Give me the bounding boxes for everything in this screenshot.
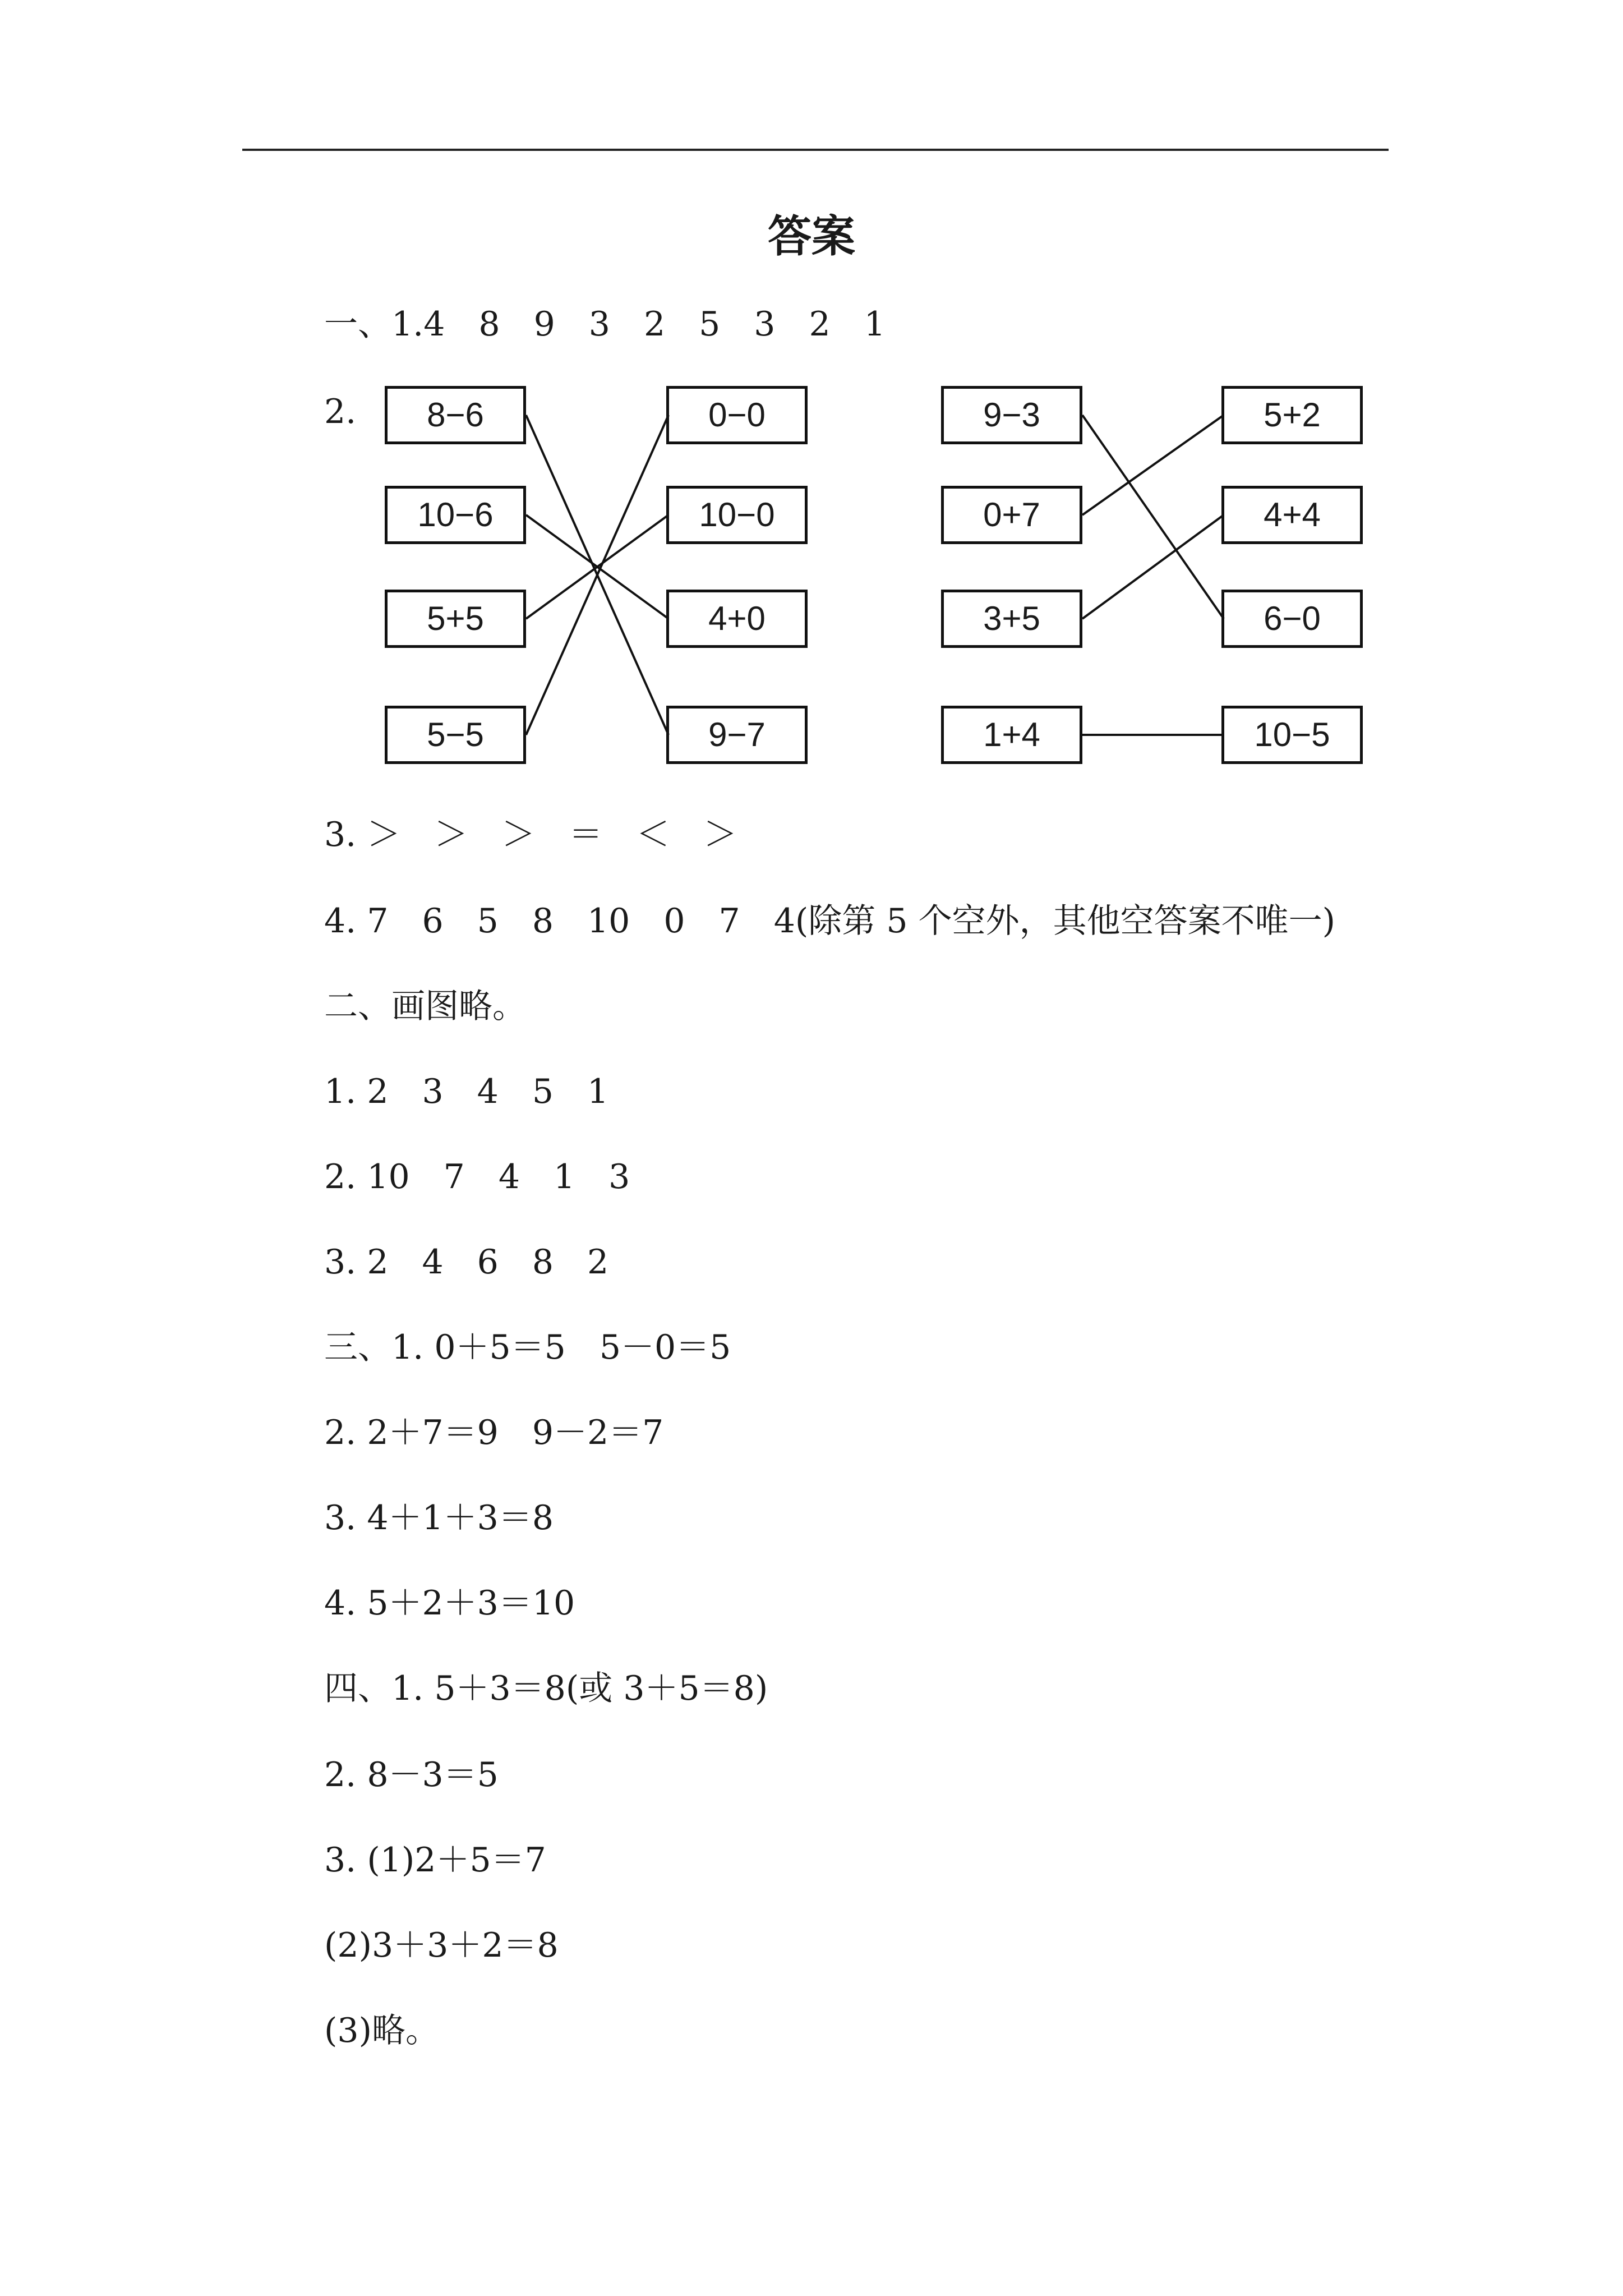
match-box-g2-left-4: 1+4 <box>941 706 1082 764</box>
match-box-g1-right-2: 10−0 <box>666 486 808 544</box>
answer-line-2: 2. <box>324 392 357 431</box>
match-box-g2-right-1: 5+2 <box>1221 386 1363 444</box>
match-box-g2-left-1: 9−3 <box>941 386 1082 444</box>
match-box-g1-right-4: 9−7 <box>666 706 808 764</box>
match-box-g1-right-1: 0−0 <box>666 386 808 444</box>
match-box-g1-left-1: 8−6 <box>385 386 526 444</box>
answer-line-5: 二、画图略。 <box>324 987 526 1026</box>
answer-line-6: 1. 2 3 4 5 1 <box>324 1072 609 1111</box>
connector-line <box>1082 415 1224 619</box>
answer-line-11: 3. 4＋1＋3＝8 <box>324 1498 554 1538</box>
answer-line-8: 3. 2 4 6 8 2 <box>324 1243 609 1282</box>
answer-line-14: 2. 8－3＝5 <box>324 1755 499 1795</box>
answer-line-17: (3)略。 <box>324 2011 439 2050</box>
page-title: 答案 <box>767 211 855 262</box>
answer-line-1: 一、1.4 8 9 3 2 5 3 2 1 <box>324 305 886 344</box>
connector-line <box>1082 515 1224 619</box>
answer-line-7: 2. 10 7 4 1 3 <box>324 1157 630 1197</box>
match-box-g2-right-4: 10−5 <box>1221 706 1363 764</box>
match-box-g1-left-3: 5+5 <box>385 590 526 648</box>
match-box-g2-left-3: 3+5 <box>941 590 1082 648</box>
match-box-g1-right-3: 4+0 <box>666 590 808 648</box>
match-box-g2-right-2: 4+4 <box>1221 486 1363 544</box>
answer-line-9: 三、1. 0＋5＝5 5－0＝5 <box>324 1328 731 1367</box>
match-box-g2-right-3: 6−0 <box>1221 590 1363 648</box>
answer-line-12: 4. 5＋2＋3＝10 <box>324 1584 575 1623</box>
answer-line-3: 3. ＞ ＞ ＞ ＝ ＜ ＞ <box>324 815 737 854</box>
match-box-g1-left-4: 5−5 <box>385 706 526 764</box>
answer-line-16: (2)3＋3＋2＝8 <box>324 1926 559 1965</box>
match-box-g1-left-2: 10−6 <box>385 486 526 544</box>
connector-line <box>1082 415 1224 515</box>
answer-line-13: 四、1. 5＋3＝8(或 3＋5＝8) <box>324 1669 768 1708</box>
answer-line-4: 4. 7 6 5 8 10 0 7 4(除第 5 个空外，其他空答案不唯一) <box>324 901 1336 941</box>
answer-line-10: 2. 2＋7＝9 9－2＝7 <box>324 1413 664 1452</box>
match-box-g2-left-2: 0+7 <box>941 486 1082 544</box>
answer-line-15: 3. (1)2＋5＝7 <box>324 1841 546 1880</box>
